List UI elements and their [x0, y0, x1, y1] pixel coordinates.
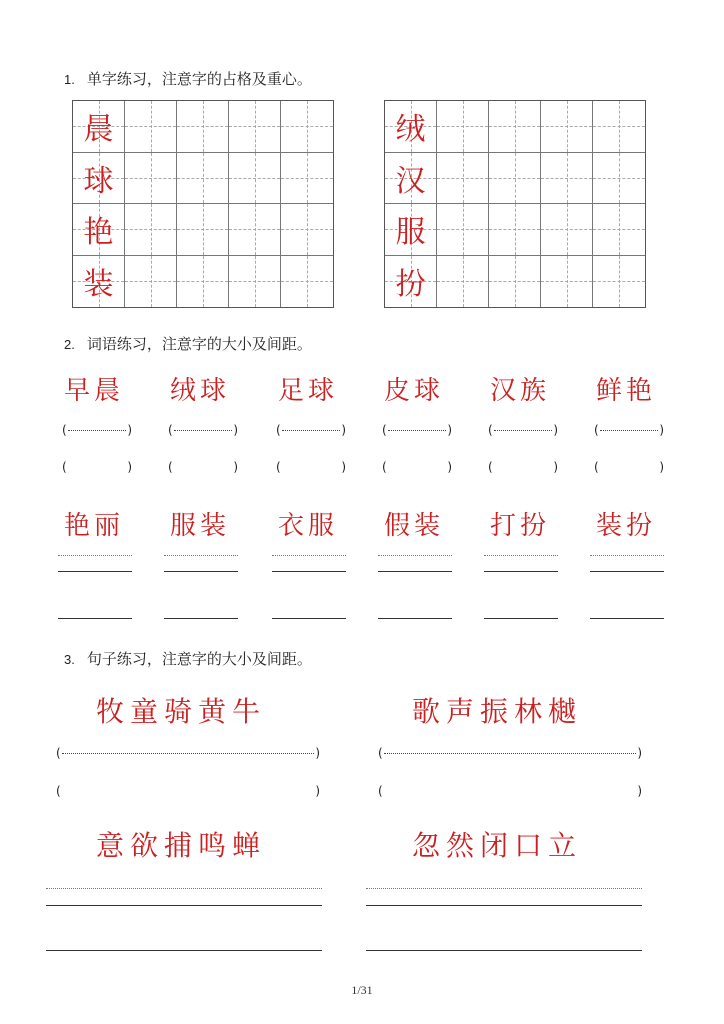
grid-right-cell[interactable]: [541, 204, 593, 256]
word-row2-write-line[interactable]: [58, 571, 132, 572]
sentence-1-pinyin-dotted[interactable]: ( ): [56, 746, 320, 760]
word-row1-pinyin-blank[interactable]: ( ): [594, 460, 664, 474]
word-row2-item: 打扮: [490, 511, 551, 541]
word-row2-write-line-2[interactable]: [378, 618, 452, 619]
word-row1-pinyin-blank[interactable]: ( ): [168, 460, 238, 474]
sentence-2-pinyin-blank[interactable]: ( ): [378, 784, 642, 798]
section1-title: 单字练习，注意字的占格及重心。: [86, 70, 312, 88]
section3-heading: [64, 648, 312, 669]
word-row2-write-line-2[interactable]: [58, 618, 132, 619]
sentence-4-write-line[interactable]: [366, 905, 642, 906]
grid-left-cell[interactable]: [125, 256, 177, 308]
grid-left-cell[interactable]: [177, 101, 229, 153]
section2-heading: [64, 333, 312, 354]
word-row1-pinyin-dotted[interactable]: ( ): [594, 423, 664, 437]
grid-right-cell[interactable]: [489, 153, 541, 205]
word-row2-write-line-2[interactable]: [484, 618, 558, 619]
word-row1-pinyin-blank[interactable]: ( ): [62, 460, 132, 474]
sentence-4-guide-dotted: [366, 888, 642, 889]
grid-right-cell[interactable]: [541, 256, 593, 308]
word-row1-pinyin-dotted[interactable]: ( ): [276, 423, 346, 437]
grid-right-cell[interactable]: [541, 153, 593, 205]
word-row2-guide-dotted: [484, 555, 558, 556]
word-row2-item: 艳丽: [64, 511, 125, 541]
grid-left-model-char: 艳: [83, 215, 114, 251]
word-row1-pinyin-blank[interactable]: ( ): [382, 460, 452, 474]
grid-left-cell[interactable]: [229, 256, 281, 308]
word-row1-pinyin-dotted[interactable]: ( ): [488, 423, 558, 437]
sentence-3-guide-dotted: [46, 888, 322, 889]
grid-right-cell[interactable]: [593, 256, 645, 308]
section3-number: 3.: [64, 652, 75, 667]
sentence-2-pinyin-dotted[interactable]: ( ): [378, 746, 642, 760]
grid-right-cell[interactable]: [489, 101, 541, 153]
word-row2-item: 服装: [170, 511, 231, 541]
grid-left-cell[interactable]: [177, 256, 229, 308]
char-grid-right: [384, 100, 646, 308]
grid-left-cell[interactable]: [229, 101, 281, 153]
grid-left-cell[interactable]: [125, 101, 177, 153]
word-row2-item: 衣服: [278, 511, 339, 541]
grid-right-cell[interactable]: [593, 101, 645, 153]
grid-left-cell: [73, 101, 125, 153]
grid-right-cell[interactable]: [437, 153, 489, 205]
grid-right-model-char: 汉: [395, 163, 426, 199]
section1-heading: [64, 68, 312, 89]
grid-right-model-char: 扮: [395, 267, 426, 303]
sentence-4-write-line-2[interactable]: [366, 950, 642, 951]
word-row2-guide-dotted: [378, 555, 452, 556]
word-row2-write-line[interactable]: [484, 571, 558, 572]
word-row2-guide-dotted: [272, 555, 346, 556]
grid-left-cell[interactable]: [177, 153, 229, 205]
grid-left-cell[interactable]: [281, 256, 333, 308]
sentence-2: 歌声振林樾: [412, 695, 583, 728]
word-row2-item: 假装: [384, 511, 445, 541]
grid-right-model-char: 绒: [395, 112, 426, 148]
grid-left-model-char: 装: [83, 267, 114, 303]
word-row1-item: 皮球: [384, 376, 445, 406]
grid-right-cell[interactable]: [593, 204, 645, 256]
word-row1-pinyin-dotted[interactable]: ( ): [168, 423, 238, 437]
section2-number: 2.: [64, 337, 75, 352]
char-grid-left: [72, 100, 334, 308]
word-row2-guide-dotted: [58, 555, 132, 556]
grid-right-cell: [385, 256, 437, 308]
sentence-3-write-line[interactable]: [46, 905, 322, 906]
word-row2-write-line[interactable]: [590, 571, 664, 572]
grid-left-cell[interactable]: [281, 204, 333, 256]
section2-title: 词语练习，注意字的大小及间距。: [86, 335, 312, 353]
word-row2-write-line[interactable]: [378, 571, 452, 572]
word-row1-item: 早晨: [64, 376, 125, 406]
grid-right-cell[interactable]: [489, 256, 541, 308]
word-row1-item: 绒球: [170, 376, 231, 406]
word-row1-item: 汉族: [490, 376, 551, 406]
grid-left-cell: [73, 204, 125, 256]
grid-left-cell[interactable]: [125, 204, 177, 256]
sentence-1: 牧童骑黄牛: [96, 695, 267, 728]
page-number: 1/31: [351, 983, 373, 997]
word-row2-write-line-2[interactable]: [164, 618, 238, 619]
sentence-4: 忽然闭口立: [412, 829, 583, 862]
grid-right-cell[interactable]: [437, 101, 489, 153]
grid-left-cell[interactable]: [229, 153, 281, 205]
grid-right-cell[interactable]: [437, 204, 489, 256]
grid-right-cell: [385, 153, 437, 205]
word-row2-write-line-2[interactable]: [590, 618, 664, 619]
word-row2-write-line[interactable]: [272, 571, 346, 572]
word-row1-pinyin-blank[interactable]: ( ): [276, 460, 346, 474]
word-row2-write-line-2[interactable]: [272, 618, 346, 619]
grid-left-cell[interactable]: [281, 153, 333, 205]
grid-left-model-char: 晨: [83, 112, 114, 148]
grid-right-cell[interactable]: [437, 256, 489, 308]
section3-title: 句子练习，注意字的大小及间距。: [86, 650, 312, 668]
sentence-3: 意欲捕鸣蝉: [96, 829, 267, 862]
word-row2-guide-dotted: [164, 555, 238, 556]
grid-left-cell: [73, 256, 125, 308]
section1-number: 1.: [64, 72, 75, 87]
grid-left-cell: [73, 153, 125, 205]
grid-right-cell[interactable]: [593, 153, 645, 205]
grid-right-model-char: 服: [395, 215, 426, 251]
word-row1-pinyin-blank[interactable]: ( ): [488, 460, 558, 474]
word-row2-guide-dotted: [590, 555, 664, 556]
grid-right-cell[interactable]: [489, 204, 541, 256]
grid-left-cell[interactable]: [281, 101, 333, 153]
word-row1-item: 鲜艳: [596, 376, 657, 406]
word-row2-write-line[interactable]: [164, 571, 238, 572]
grid-left-cell[interactable]: [125, 153, 177, 205]
grid-left-cell[interactable]: [229, 204, 281, 256]
grid-left-model-char: 球: [83, 163, 114, 199]
grid-left-cell[interactable]: [177, 204, 229, 256]
word-row1-pinyin-dotted[interactable]: ( ): [62, 423, 132, 437]
word-row1-pinyin-dotted[interactable]: ( ): [382, 423, 452, 437]
grid-right-cell: [385, 101, 437, 153]
word-row2-item: 装扮: [596, 511, 657, 541]
grid-right-cell[interactable]: [541, 101, 593, 153]
sentence-3-write-line-2[interactable]: [46, 950, 322, 951]
sentence-1-pinyin-blank[interactable]: ( ): [56, 784, 320, 798]
grid-right-cell: [385, 204, 437, 256]
word-row1-item: 足球: [278, 376, 339, 406]
